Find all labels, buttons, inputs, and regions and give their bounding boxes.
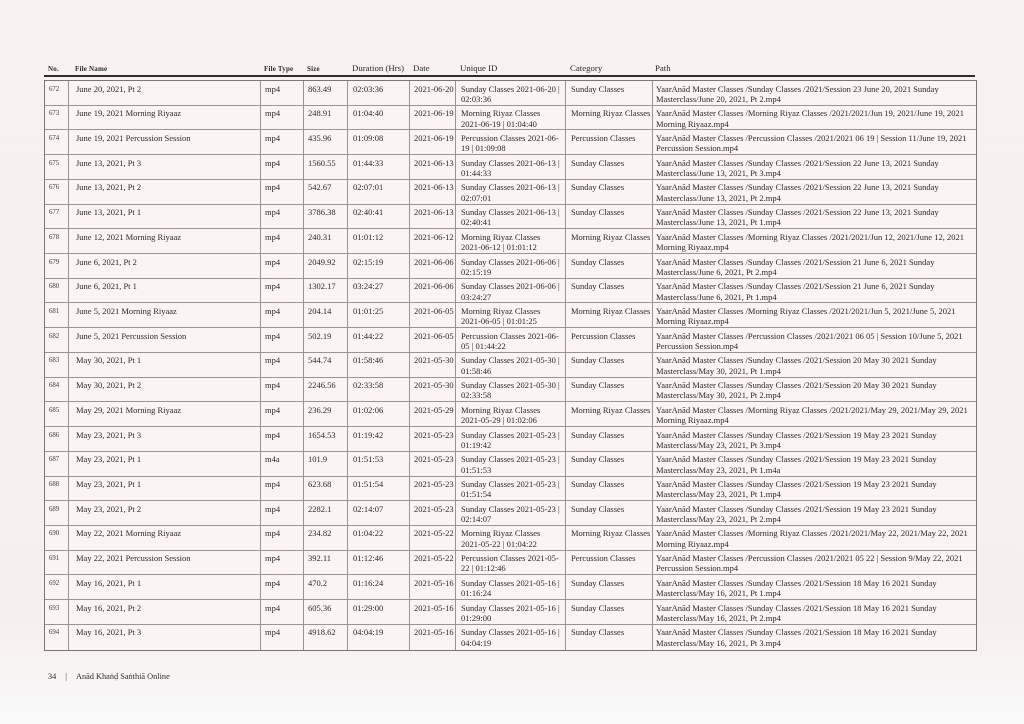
cell-file-type: mp4 [261,575,304,599]
cell-file-name: June 13, 2021, Pt 2 [69,180,261,204]
cell-duration: 01:58:46 [348,353,410,377]
cell-file-type: m4a [261,452,304,476]
cell-file-name: May 23, 2021, Pt 1 [69,452,261,476]
table-row [45,254,976,279]
cell-no: 687 [45,452,69,476]
table-row [45,328,976,353]
cell-unique-id: Sunday Classes 2021-05-23 | 02:14:07 [456,501,566,525]
cell-file-type: mp4 [261,155,304,179]
cell-duration: 01:51:54 [348,477,410,501]
cell-file-name: May 22, 2021 Percussion Session [69,551,261,575]
cell-path: YaarAnād Master Classes /Percussion Classes /2021/2021 06 05 | Session 10/June 5, 2021 Percussion Session.mp4 [656,330,963,351]
cell-no: 688 [45,477,69,501]
cell-no: 693 [45,600,69,624]
table-row [45,600,976,625]
cell-no: 674 [45,130,69,154]
cell-category: Sunday Classes [566,81,653,105]
cell-category: Sunday Classes [566,600,653,624]
cell-file-name: June 19, 2021 Percussion Session [69,130,261,154]
cell-unique-id: Sunday Classes 2021-05-30 | 02:33:58 [456,378,566,402]
table-row [45,452,976,477]
cell-no: 681 [45,303,69,327]
cell-file-type: mp4 [261,328,304,352]
cell-unique-id: Sunday Classes 2021-06-06 | 02:15:19 [456,254,566,278]
footer-divider: | [65,672,67,681]
cell-file-name: May 23, 2021, Pt 3 [69,427,261,451]
cell-date: 2021-05-22 [410,526,456,550]
cell-file-type: mp4 [261,81,304,105]
cell-no: 694 [45,625,69,650]
cell-unique-id: Morning Riyaz Classes 2021-06-19 | 01:04:40 [456,106,566,130]
cell-size: 2246.56 [304,378,348,402]
cell-no: 672 [45,81,69,105]
cell-category: Morning Riyaz Classes [566,229,653,253]
cell-file-name: May 16, 2021, Pt 2 [69,600,261,624]
cell-unique-id: Sunday Classes 2021-06-06 | 03:24:27 [456,279,566,303]
cell-category: Morning Riyaz Classes [566,526,653,550]
cell-category: Sunday Classes [566,452,653,476]
cell-file-type: mp4 [261,501,304,525]
cell-size: 1654.53 [304,427,348,451]
table-header-row [44,60,975,73]
cell-path: YaarAnād Master Classes /Sunday Classes /2021/Session 18 May 16 2021 Sunday Masterclass/May 16, 2021, Pt 1.mp4 [656,577,937,599]
cell-date: 2021-06-19 [410,130,456,154]
cell-file-type: mp4 [261,130,304,154]
cell-date: 2021-05-30 [410,378,456,402]
cell-no: 675 [45,155,69,179]
cell-size: 2049.92 [304,254,348,278]
cell-date: 2021-05-22 [410,551,456,575]
cell-category: Morning Riyaz Classes [566,303,653,327]
cell-duration: 02:15:19 [348,254,410,278]
cell-file-type: mp4 [261,600,304,624]
cell-date: 2021-05-16 [410,625,456,650]
cell-size: 4918.62 [304,625,348,650]
column-header-duration: Duration (Hrs) [352,63,405,73]
cell-file-type: mp4 [261,551,304,575]
cell-file-type: mp4 [261,378,304,402]
cell-no: 677 [45,205,69,229]
cell-file-name: May 22, 2021 Morning Riyaaz [69,526,261,550]
cell-path: YaarAnād Master Classes /Sunday Classes /2021/Session 22 June 13, 2021 Sunday Masterclass/June 13, 2021, Pt 2.mp4 [656,182,939,203]
cell-size: 234.82 [304,526,348,550]
table-row [45,575,976,600]
cell-date: 2021-06-06 [410,279,456,303]
cell-size: 605.36 [304,600,348,624]
cell-size: 248.91 [304,106,348,130]
table-row [45,81,976,106]
cell-file-type: mp4 [261,526,304,550]
table-row [45,625,976,650]
cell-file-name: May 30, 2021, Pt 2 [69,378,261,402]
cell-duration: 01:16:24 [348,575,410,599]
table-row [45,551,976,576]
cell-unique-id: Sunday Classes 2021-06-13 | 02:07:01 [456,180,566,204]
cell-unique-id: Sunday Classes 2021-05-16 | 01:29:00 [456,600,566,624]
footer-title: Anād Khaṅḍ Saṅthiā Online [75,672,170,681]
cell-file-type: mp4 [261,229,304,253]
cell-date: 2021-06-13 [410,155,456,179]
cell-path: YaarAnād Master Classes /Morning Riyaz Classes /2021/2021/May 29, 2021/May 29, 2021 Morning Riyaaz.mp4 [656,404,968,426]
cell-path: YaarAnād Master Classes /Percussion Classes /2021/2021 05 22 | Session 9/May 22, 2021 Percussion Session.mp4 [656,553,963,574]
cell-unique-id: Morning Riyaz Classes 2021-05-29 | 01:02:06 [456,402,566,426]
cell-no: 686 [45,427,69,451]
cell-no: 684 [45,378,69,402]
column-header-file-name: File Name [75,65,108,73]
cell-path: YaarAnād Master Classes /Sunday Classes /2021/Session 19 May 23 2021 Sunday Masterclass/May 23, 2021, Pt 1.m4a [656,454,937,475]
cell-unique-id: Sunday Classes 2021-05-16 | 04:04:19 [456,625,566,650]
cell-file-type: mp4 [261,106,304,130]
cell-duration: 01:29:00 [348,600,410,624]
cell-duration: 04:04:19 [348,625,410,650]
table-row [45,427,976,452]
cell-category: Sunday Classes [566,279,653,303]
cell-category: Sunday Classes [566,205,653,229]
cell-path: YaarAnād Master Classes /Sunday Classes /2021/Session 19 May 23 2021 Sunday Masterclass/May 23, 2021, Pt 2.mp4 [656,503,937,525]
cell-unique-id: Sunday Classes 2021-05-30 | 01:58:46 [456,353,566,377]
cell-no: 683 [45,353,69,377]
cell-category: Sunday Classes [566,625,653,650]
cell-unique-id: Percussion Classes 2021-06-05 | 01:44:22 [456,328,566,352]
header-rule [44,75,975,77]
column-header-file-type: File Type [264,65,294,73]
cell-file-name: June 6, 2021, Pt 2 [69,254,261,278]
cell-no: 690 [45,526,69,550]
cell-file-name: May 23, 2021, Pt 2 [69,501,261,525]
cell-size: 470.2 [304,575,348,599]
cell-file-name: June 5, 2021 Morning Riyaaz [69,303,261,327]
cell-unique-id: Morning Riyaz Classes 2021-06-12 | 01:01:12 [456,229,566,253]
cell-no: 692 [45,575,69,599]
cell-size: 101.9 [304,452,348,476]
cell-duration: 01:19:42 [348,427,410,451]
cell-unique-id: Morning Riyaz Classes 2021-05-22 | 01:04:22 [456,526,566,550]
cell-no: 680 [45,279,69,303]
cell-file-type: mp4 [261,180,304,204]
column-header-date: Date [413,63,430,73]
table-row [45,279,976,304]
cell-path: YaarAnād Master Classes /Percussion Classes /2021/2021 06 19 | Session 11/June 19, 2021 Percussion Session.mp4 [656,132,967,154]
cell-duration: 02:40:41 [348,205,410,229]
cell-path: YaarAnād Master Classes /Morning Riyaz Classes /2021/2021/Jun 5, 2021/June 5, 2021 Morning Riyaaz.mp4 [656,305,956,327]
cell-duration: 02:14:07 [348,501,410,525]
cell-size: 435.96 [304,130,348,154]
cell-unique-id: Sunday Classes 2021-05-16 | 01:16:24 [456,575,566,599]
cell-category: Sunday Classes [566,155,653,179]
cell-category: Percussion Classes [566,551,653,575]
cell-path: YaarAnād Master Classes /Sunday Classes /2021/Session 18 May 16 2021 Sunday Masterclass/May 16, 2021, Pt 2.mp4 [656,602,937,623]
table-row [45,402,976,427]
cell-category: Sunday Classes [566,427,653,451]
cell-path: YaarAnād Master Classes /Sunday Classes /2021/Session 22 June 13, 2021 Sunday Masterclass/June 13, 2021, Pt 3.mp4 [656,157,939,178]
cell-no: 676 [45,180,69,204]
cell-size: 3786.38 [304,205,348,229]
cell-file-name: June 6, 2021, Pt 1 [69,279,261,303]
cell-file-name: June 13, 2021, Pt 3 [69,155,261,179]
cell-file-type: mp4 [261,353,304,377]
cell-size: 2282.1 [304,501,348,525]
table-row [45,155,976,180]
cell-no: 679 [45,254,69,278]
cell-path: YaarAnād Master Classes /Sunday Classes /2021/Session 23 June 20, 2021 Sunday Masterclass/June 20, 2021, Pt 2.mp4 [656,83,939,104]
cell-size: 544.74 [304,353,348,377]
cell-unique-id: Sunday Classes 2021-06-13 | 02:40:41 [456,205,566,229]
table-row [45,180,976,205]
cell-path: YaarAnād Master Classes /Sunday Classes /2021/Session 19 May 23 2021 Sunday Masterclass/May 23, 2021, Pt 1.mp4 [656,479,937,500]
cell-size: 502.19 [304,328,348,352]
cell-unique-id: Sunday Classes 2021-06-13 | 01:44:33 [456,155,566,179]
cell-duration: 03:24:27 [348,279,410,303]
cell-category: Sunday Classes [566,353,653,377]
column-header-category: Category [570,63,603,73]
cell-category: Morning Riyaz Classes [566,106,653,130]
cell-duration: 01:04:22 [348,526,410,550]
footer-page-number: 34 [48,672,57,681]
cell-category: Percussion Classes [566,328,653,352]
cell-category: Sunday Classes [566,501,653,525]
cell-size: 392.11 [304,551,348,575]
cell-file-type: mp4 [261,303,304,327]
cell-path: YaarAnād Master Classes /Sunday Classes /2021/Session 20 May 30 2021 Sunday Masterclass/May 30, 2021, Pt 1.mp4 [656,355,937,376]
cell-size: 542.67 [304,180,348,204]
table-row [45,353,976,378]
cell-file-type: mp4 [261,477,304,501]
cell-unique-id: Sunday Classes 2021-05-23 | 01:19:42 [456,427,566,451]
cell-file-type: mp4 [261,205,304,229]
cell-duration: 01:44:22 [348,328,410,352]
table-row [45,229,976,254]
cell-path: YaarAnād Master Classes /Sunday Classes /2021/Session 21 June 6, 2021 Sunday Masterclass/June 6, 2021, Pt 1.mp4 [656,281,935,302]
column-header-size: Size [307,65,320,73]
cell-date: 2021-05-16 [410,575,456,599]
cell-path: YaarAnād Master Classes /Sunday Classes /2021/Session 19 May 23 2021 Sunday Masterclass/May 23, 2021, Pt 3.mp4 [656,429,937,450]
cell-category: Sunday Classes [566,575,653,599]
cell-path: YaarAnād Master Classes /Sunday Classes /2021/Session 21 June 6, 2021 Sunday Masterclass/June 6, 2021, Pt 2.mp4 [656,256,935,277]
cell-unique-id: Sunday Classes 2021-05-23 | 01:51:54 [456,477,566,501]
cell-path: YaarAnād Master Classes /Morning Riyaz Classes /2021/2021/May 22, 2021/May 22, 2021 Morning Riyaaz.mp4 [656,528,968,549]
cell-path: YaarAnād Master Classes /Sunday Classes /2021/Session 20 May 30 2021 Sunday Masterclass/May 30, 2021, Pt 2.mp4 [656,380,937,401]
page-footer [48,672,170,681]
cell-size: 204.14 [304,303,348,327]
cell-unique-id: Morning Riyaz Classes 2021-06-05 | 01:01:25 [456,303,566,327]
cell-date: 2021-06-13 [410,180,456,204]
cell-unique-id: Percussion Classes 2021-05-22 | 01:12:46 [456,551,566,575]
cell-size: 236.29 [304,402,348,426]
cell-path: YaarAnād Master Classes /Morning Riyaz Classes /2021/2021/Jun 19, 2021/June 19, 2021 Morning Riyaaz.mp4 [656,108,964,129]
cell-file-name: June 19, 2021 Morning Riyaaz [69,106,261,130]
cell-file-type: mp4 [261,427,304,451]
cell-duration: 01:02:06 [348,402,410,426]
cell-file-type: mp4 [261,279,304,303]
cell-category: Sunday Classes [566,254,653,278]
cell-duration: 01:01:12 [348,229,410,253]
cell-file-name: May 23, 2021, Pt 1 [69,477,261,501]
cell-size: 623.68 [304,477,348,501]
cell-duration: 02:07:01 [348,180,410,204]
cell-date: 2021-05-23 [410,501,456,525]
table-row [45,477,976,502]
cell-size: 1560.55 [304,155,348,179]
cell-duration: 01:01:25 [348,303,410,327]
cell-file-name: June 20, 2021, Pt 2 [69,81,261,105]
table-row [45,303,976,328]
cell-file-name: May 30, 2021, Pt 1 [69,353,261,377]
cell-unique-id: Sunday Classes 2021-05-23 | 01:51:53 [456,452,566,476]
cell-file-name: June 13, 2021, Pt 1 [69,205,261,229]
cell-date: 2021-06-12 [410,229,456,253]
cell-no: 678 [45,229,69,253]
cell-date: 2021-06-06 [410,254,456,278]
cell-date: 2021-06-05 [410,328,456,352]
table-body [44,80,977,651]
cell-category: Sunday Classes [566,378,653,402]
cell-path: YaarAnād Master Classes /Morning Riyaz Classes /2021/2021/Jun 12, 2021/June 12, 2021 Morning Riyaaz.mp4 [656,231,964,253]
cell-duration: 01:09:08 [348,130,410,154]
cell-duration: 01:51:53 [348,452,410,476]
table-row [45,378,976,403]
cell-no: 685 [45,402,69,426]
cell-category: Sunday Classes [566,477,653,501]
cell-date: 2021-05-23 [410,452,456,476]
cell-duration: 02:03:36 [348,81,410,105]
cell-date: 2021-06-20 [410,81,456,105]
cell-file-name: May 16, 2021, Pt 1 [69,575,261,599]
column-header-path: Path [655,63,671,73]
cell-no: 691 [45,551,69,575]
cell-date: 2021-06-05 [410,303,456,327]
table-row [45,501,976,526]
cell-unique-id: Sunday Classes 2021-06-20 | 02:03:36 [456,81,566,105]
cell-file-type: mp4 [261,254,304,278]
cell-no: 689 [45,501,69,525]
cell-unique-id: Percussion Classes 2021-06-19 | 01:09:08 [456,130,566,154]
column-header-no: No. [48,65,59,73]
cell-date: 2021-05-30 [410,353,456,377]
cell-category: Morning Riyaz Classes [566,402,653,426]
cell-file-name: May 16, 2021, Pt 3 [69,625,261,650]
cell-path: YaarAnād Master Classes /Sunday Classes /2021/Session 18 May 16 2021 Sunday Masterclass/May 16, 2021, Pt 3.mp4 [656,627,937,648]
cell-size: 1302.17 [304,279,348,303]
cell-category: Percussion Classes [566,130,653,154]
cell-date: 2021-05-29 [410,402,456,426]
cell-file-name: May 29, 2021 Morning Riyaaz [69,402,261,426]
cell-no: 673 [45,106,69,130]
table-row [45,130,976,155]
cell-duration: 02:33:58 [348,378,410,402]
cell-size: 863.49 [304,81,348,105]
cell-duration: 01:04:40 [348,106,410,130]
cell-duration: 01:44:33 [348,155,410,179]
cell-date: 2021-05-23 [410,477,456,501]
cell-date: 2021-06-19 [410,106,456,130]
table-row [45,106,976,131]
cell-date: 2021-05-16 [410,600,456,624]
cell-category: Sunday Classes [566,180,653,204]
cell-date: 2021-06-13 [410,205,456,229]
cell-no: 682 [45,328,69,352]
cell-file-type: mp4 [261,402,304,426]
cell-path: YaarAnād Master Classes /Sunday Classes /2021/Session 22 June 13, 2021 Sunday Masterclass/June 13, 2021, Pt 1.mp4 [656,207,939,228]
cell-file-name: June 5, 2021 Percussion Session [69,328,261,352]
cell-file-type: mp4 [261,625,304,650]
cell-duration: 01:12:46 [348,551,410,575]
table-row [45,205,976,230]
cell-date: 2021-05-23 [410,427,456,451]
cell-file-name: June 12, 2021 Morning Riyaaz [69,229,261,253]
cell-size: 240.31 [304,229,348,253]
table-row [45,526,976,551]
column-header-unique-id: Unique ID [460,63,498,73]
